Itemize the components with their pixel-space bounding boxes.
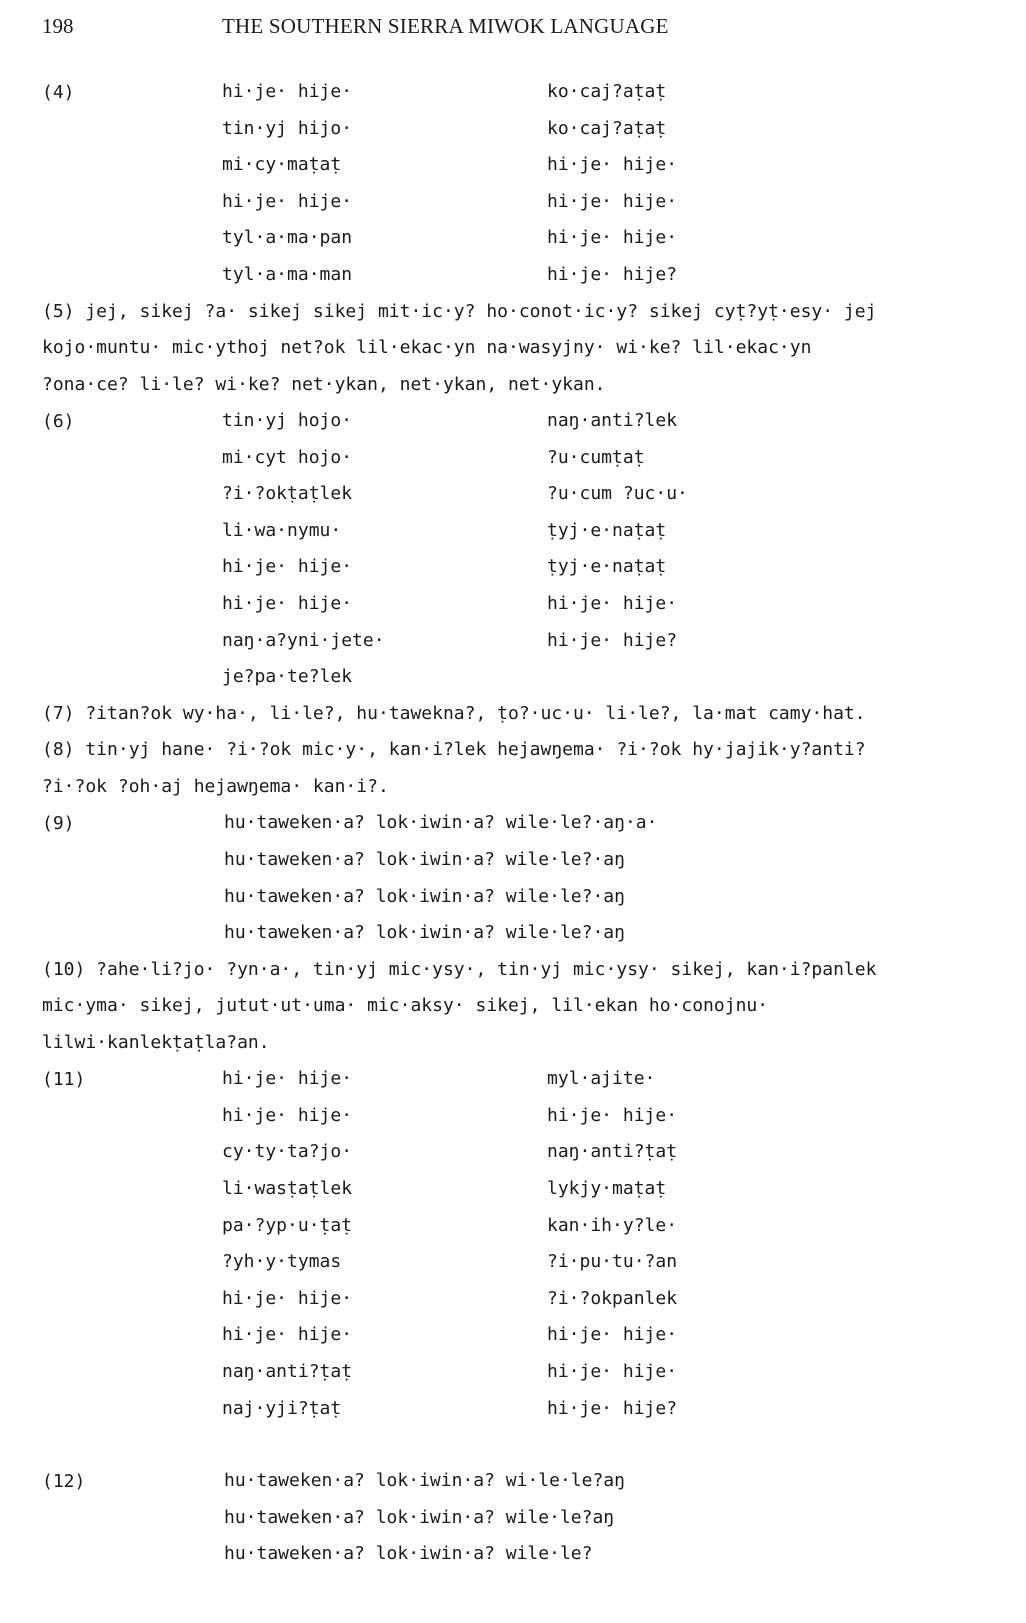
verse-text-left: hi·je· hije· (222, 81, 353, 102)
verse-line (42, 440, 1002, 477)
verse-line (42, 513, 1002, 550)
paragraph-line: (8) tin·yj hane· ?i·?ok mic·y·, kan·i?lek hejawŋema· ?i·?ok hy·jajik·y?anti? (42, 739, 866, 761)
verse-text-left: cy·ty·ta?jo· (222, 1141, 353, 1163)
verse-text-right: hi·je· hije· (547, 1360, 678, 1382)
paragraph-line: kojo·muntu· mic·ythoj net?ok lil·ekac·yn na·wasyjny· wi·ke? lil·ekac·yn (42, 337, 812, 359)
verse-text-left: tyl·a·ma·man (222, 263, 353, 285)
verse-line (42, 549, 1002, 586)
verse-text: hu·taweken·a? lok·iwin·a? wile·le?·aŋ·a· (224, 812, 658, 834)
paragraph-line: ?i·?ok ?oh·aj hejawŋema· kan·i?. (42, 775, 389, 797)
verse-line (42, 257, 1002, 294)
verse-8-paragraph (42, 732, 962, 805)
verse-text-left: je?pa·te?lek (222, 666, 353, 688)
verse-number: (6) (42, 411, 75, 433)
verse-text-left: li·wa·nymu· (222, 519, 342, 541)
verse-text-left: naj·yji?ṭaṭ (222, 1397, 342, 1419)
verse-line (42, 74, 1002, 111)
verse-11 (42, 1061, 1002, 1427)
verse-text-right: hi·je· hije? (547, 629, 678, 651)
verse-text: hu·taweken·a? lok·iwin·a? wile·le?·aŋ (224, 848, 625, 870)
verse-line (42, 111, 1002, 148)
verse-text-left: tyl·a·ma·pan (222, 227, 353, 249)
blank-line (42, 1427, 1002, 1463)
verse-number: (11) (42, 1069, 86, 1091)
verse-line (42, 1536, 1002, 1573)
paragraph-line: mic·yma· sikej, jutut·ut·uma· mic·aksy· sikej, lil·ekan ho·conojnu· (42, 995, 769, 1017)
verse-text-right: ko·caj?aṭaṭ (547, 81, 667, 102)
verse-text-left: mi·cyt hojo· (222, 446, 353, 468)
verse-line (42, 1391, 1002, 1428)
verse-4 (42, 74, 1002, 294)
verse-text-right: hi·je· hije· (547, 227, 678, 249)
verse-text-right: ?i·?okpanlek (547, 1287, 678, 1309)
running-title: THE SOUTHERN SIERRA MIWOK LANGUAGE (222, 14, 669, 38)
verse-text-right: hi·je· hije? (547, 1397, 678, 1419)
verse-text-right: hi·je· hije· (547, 593, 678, 615)
verse-text-right: myl·ajite· (547, 1068, 656, 1090)
verse-line (42, 879, 1002, 916)
paragraph-line: (5) jej, sikej ?a· sikej sikej mit·ic·y? ho·conot·ic·y? sikej cyṭ?yṭ·esy· jej (42, 300, 877, 322)
verse-text-left: pa·?yp·u·ṭaṭ (222, 1214, 353, 1236)
verse-text-right: hi·je· hije· (547, 190, 678, 212)
verse-text-right: hi·je· hije? (547, 263, 678, 285)
verse-text-right: ?u·cumṭaṭ (547, 446, 645, 468)
verse-text-right: ?i·pu·tu·?an (547, 1251, 678, 1273)
page-header (42, 14, 1002, 44)
verse-text-left: hi·je· hije· (222, 1324, 353, 1346)
verse-text: hu·taweken·a? lok·iwin·a? wi·le·le?aŋ (224, 1470, 625, 1492)
verse-text-left: hi·je· hije· (222, 1287, 353, 1309)
verse-number: (9) (42, 813, 75, 835)
paragraph-line: (7) ?itan?ok wy·ha·, li·le?, hu·tawekna?, ṭo?·uc·u· li·le?, la·mat camy·hat. (42, 702, 866, 724)
verse-line (42, 623, 1002, 660)
verse-line (42, 1354, 1002, 1391)
verse-line (42, 476, 1002, 513)
verse-text-left: naŋ·anti?ṭaṭ (222, 1360, 353, 1382)
verse-line (42, 1500, 1002, 1537)
verse-number: (4) (42, 82, 75, 103)
verse-text-left: mi·cy·maṭaṭ (222, 154, 342, 176)
verse-text-left: li·wasṭaṭlek (222, 1177, 353, 1199)
verse-9 (42, 805, 1002, 951)
verse-12 (42, 1463, 1002, 1573)
verse-text-left: ?yh·y·tymas (222, 1251, 342, 1273)
verse-line (42, 1463, 1002, 1500)
verse-text-right: ṭyj·e·naṭaṭ (547, 519, 667, 541)
verse-line (42, 1208, 1002, 1245)
verse-text-right: hi·je· hije· (547, 154, 678, 176)
verse-text-left: hi·je· hije· (222, 190, 353, 212)
verse-line (42, 1281, 1002, 1318)
verse-text-left: hi·je· hije· (222, 556, 353, 578)
verse-text-left: hi·je· hije· (222, 593, 353, 615)
paragraph-line: lilwi·kanlekṭaṭla?an. (42, 1031, 270, 1053)
verse-text-left: hi·je· hije· (222, 1068, 353, 1090)
verse-text: hu·taweken·a? lok·iwin·a? wile·le? (224, 1543, 593, 1565)
verse-line (42, 915, 1002, 952)
verse-text-right: naŋ·anti?lek (547, 410, 678, 432)
page-number: 198 (42, 14, 74, 38)
verse-text-left: tin·yj hijo· (222, 117, 353, 139)
verse-text-left: tin·yj hojo· (222, 410, 353, 432)
verse-text-right: lykjy·maṭaṭ (547, 1177, 667, 1199)
verse-line (42, 1134, 1002, 1171)
verse-5-paragraph (42, 294, 962, 404)
verse-6 (42, 403, 1002, 696)
verse-line (42, 805, 1002, 842)
verse-text: hu·taweken·a? lok·iwin·a? wile·le?aŋ (224, 1506, 615, 1528)
verse-line (42, 220, 1002, 257)
verse-number: (12) (42, 1471, 86, 1493)
verse-text-right: kan·ih·y?le· (547, 1214, 678, 1236)
verse-text-left: naŋ·a?yni·jete· (222, 629, 385, 651)
verse-line (42, 842, 1002, 879)
document-page (42, 14, 1002, 1573)
verse-text: hu·taweken·a? lok·iwin·a? wile·le?·aŋ (224, 922, 625, 944)
verse-line (42, 403, 1002, 440)
verse-10-paragraph (42, 952, 962, 1062)
verse-text: hu·taweken·a? lok·iwin·a? wile·le?·aŋ (224, 885, 625, 907)
verse-line (42, 1061, 1002, 1098)
verse-line (42, 586, 1002, 623)
verse-text-right: hi·je· hije· (547, 1104, 678, 1126)
verse-text-right: hi·je· hije· (547, 1324, 678, 1346)
verse-text-left: hi·je· hije· (222, 1104, 353, 1126)
verse-text-right: ṭyj·e·naṭaṭ (547, 556, 667, 578)
verse-line (42, 147, 1002, 184)
verse-line (42, 659, 1002, 696)
verse-text-left: ?i·?okṭaṭlek (222, 483, 353, 505)
verse-text-right: ko·caj?aṭaṭ (547, 117, 667, 139)
verse-7-paragraph (42, 696, 962, 733)
paragraph-line: ?ona·ce? li·le? wi·ke? net·ykan, net·ykan, net·ykan. (42, 373, 606, 395)
verse-line (42, 1317, 1002, 1354)
paragraph-line: (10) ?ahe·li?jo· ?yn·a·, tin·yj mic·ysy·, tin·yj mic·ysy· sikej, kan·i?panlek (42, 958, 877, 980)
verse-line (42, 1098, 1002, 1135)
verse-line (42, 184, 1002, 221)
verse-text-right: naŋ·anti?ṭaṭ (547, 1141, 678, 1163)
verse-line (42, 1244, 1002, 1281)
verse-line (42, 1171, 1002, 1208)
verse-text-right: ?u·cum ?uc·u· (547, 483, 688, 505)
